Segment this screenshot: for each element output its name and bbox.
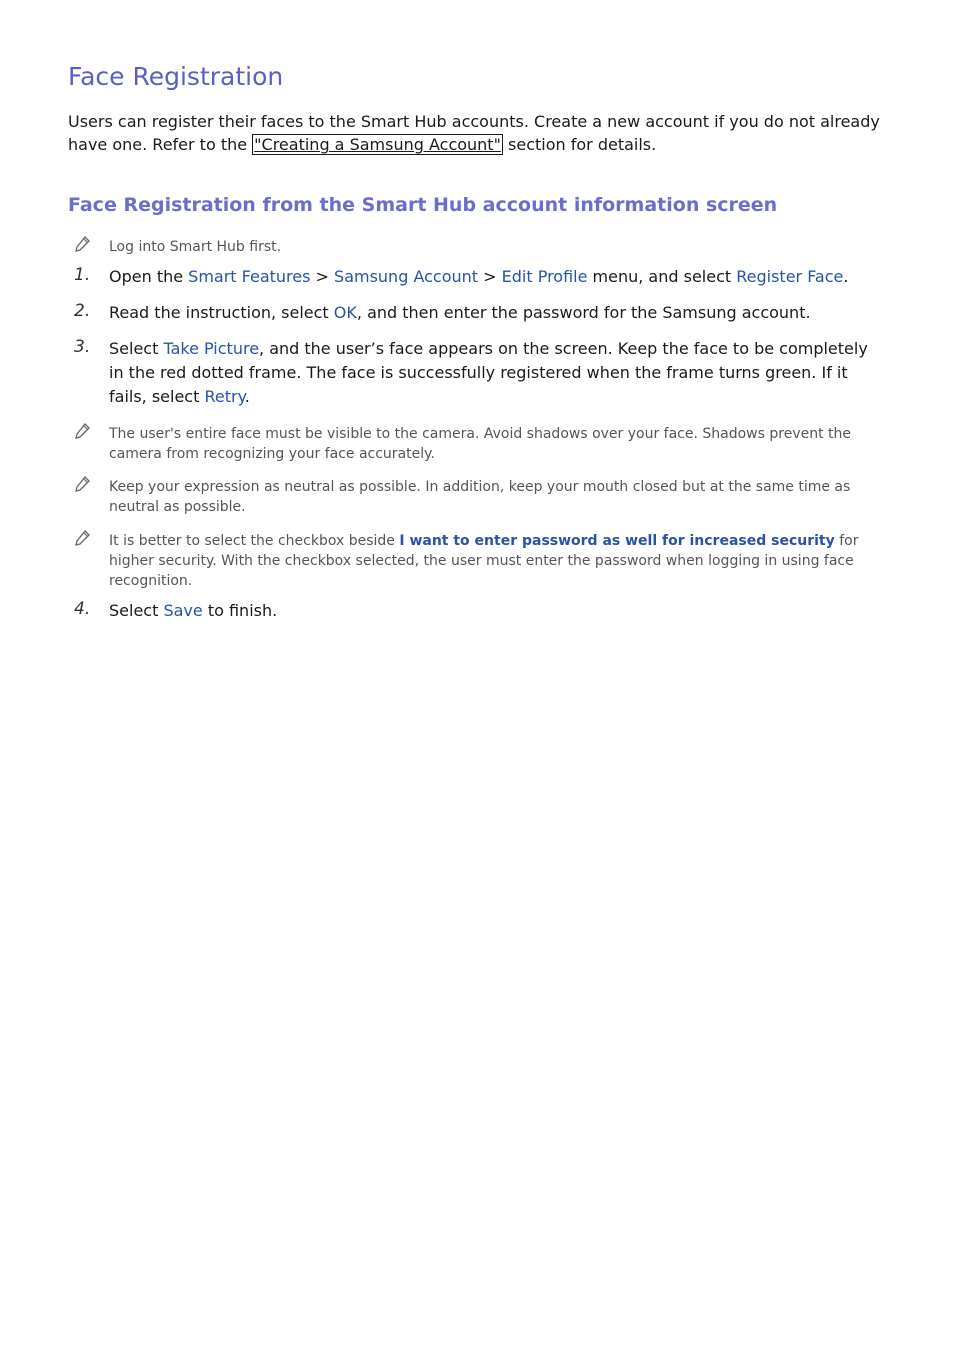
step-text: Select Save to finish. bbox=[109, 601, 278, 620]
keyword-save: Save bbox=[163, 601, 203, 620]
step-number: 2. bbox=[74, 301, 91, 321]
step-number: 4. bbox=[74, 599, 91, 619]
step-3 bbox=[68, 337, 884, 409]
step-1 bbox=[68, 265, 884, 291]
pencil-icon bbox=[74, 476, 90, 492]
menu-samsung-account: Samsung Account bbox=[334, 267, 479, 286]
keyword-retry: Retry bbox=[204, 387, 245, 406]
pencil-icon bbox=[74, 236, 90, 252]
note-face-visible bbox=[68, 423, 884, 465]
section-subtitle: Face Registration from the Smart Hub account information screen bbox=[68, 194, 778, 216]
note-text: Log into Smart Hub first. bbox=[109, 239, 282, 255]
pencil-icon bbox=[74, 423, 90, 439]
pencil-icon bbox=[74, 530, 90, 546]
intro-paragraph: Users can register their faces to the Smart Hub accounts. Create a new account if you do not already have one. Refer to the "Creating a Samsung Account" section for details. bbox=[68, 112, 880, 154]
step-text: Select Take Picture, and the user’s face appears on the screen. Keep the face to be completely in the red dotted frame. The face is successfully registered when the frame turns green. If it fails, select Retry. bbox=[109, 339, 868, 406]
note-login bbox=[68, 236, 884, 258]
step-number: 1. bbox=[74, 265, 91, 285]
note-expression bbox=[68, 476, 884, 518]
keyword-password-checkbox: I want to enter password as well for increased security bbox=[399, 533, 835, 549]
step-text: Open the Smart Features > Samsung Account > Edit Profile menu, and select Register Face. bbox=[109, 267, 849, 286]
step-2 bbox=[68, 301, 884, 327]
menu-smart-features: Smart Features bbox=[188, 267, 311, 286]
step-text: Read the instruction, select OK, and then enter the password for the Samsung account. bbox=[109, 303, 811, 322]
keyword-ok: OK bbox=[333, 303, 357, 322]
note-text: It is better to select the checkbox beside I want to enter password as well for increased security for higher security. With the checkbox selected, the user must enter the password when logging in using face recognition. bbox=[109, 533, 859, 589]
step-number: 3. bbox=[74, 337, 91, 357]
page-title: Face Registration bbox=[68, 62, 284, 91]
keyword-take-picture: Take Picture bbox=[163, 339, 260, 358]
note-text: The user's entire face must be visible to the camera. Avoid shadows over your face. Shadows prevent the camera from recognizing your face accurately. bbox=[109, 426, 852, 462]
note-security bbox=[68, 530, 884, 592]
note-text: Keep your expression as neutral as possible. In addition, keep your mouth closed but at the same time as neutral as possible. bbox=[109, 479, 851, 515]
menu-edit-profile: Edit Profile bbox=[501, 267, 588, 286]
menu-register-face: Register Face bbox=[736, 267, 844, 286]
creating-account-link[interactable]: "Creating a Samsung Account" bbox=[254, 135, 501, 154]
step-4 bbox=[68, 599, 884, 625]
